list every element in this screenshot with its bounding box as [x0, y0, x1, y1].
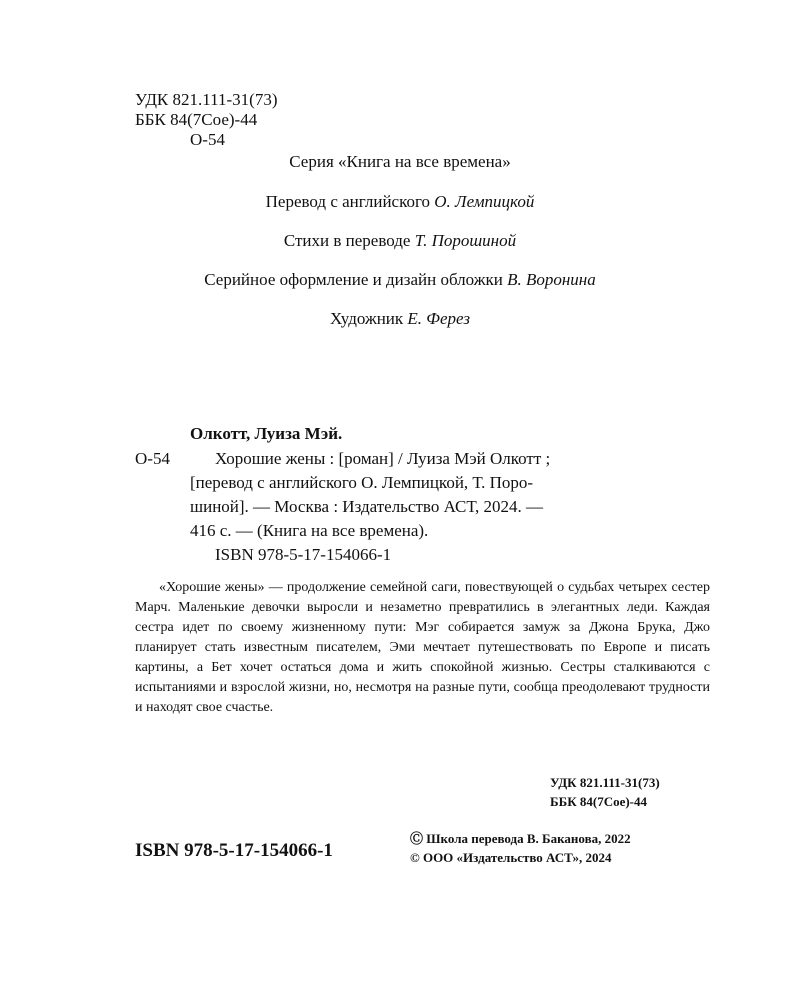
copyright-school-text: Школа перевода В. Баканова, 2022 [426, 831, 631, 846]
footer-udk: УДК 821.111-31(73) [550, 775, 660, 790]
artist-label: Художник [330, 309, 404, 328]
series-line: Серия «Книга на все времена» [289, 152, 511, 171]
copyright-publisher: © ООО «Издательство АСТ», 2024 [410, 850, 612, 865]
copyright-mark-icon: Ⓒ [410, 831, 424, 846]
record-line-1: Хорошие жены : [роман] / Луиза Мэй Олкотт ; [215, 449, 551, 468]
record-line-3: шиной]. — Москва : Издательство АСТ, 2024. — [190, 497, 544, 516]
footer-bbk: ББК 84(7Сое)-44 [550, 794, 648, 809]
bbk-code: ББК 84(7Сое)-44 [135, 110, 258, 129]
verses-label: Стихи в переводе [283, 231, 411, 250]
record-code: О-54 [135, 449, 170, 468]
design-label: Серийное оформление и дизайн обложки [204, 270, 503, 289]
translation-label: Перевод с английского [265, 192, 431, 211]
annotation-text: «Хорошие жены» — продолжение семейной саги, повествующей о судьбах четырех сестер Марч. Маленькие девочки выросли и незаметно превратились в элегантных леди. Каждая сестра идет по своему жизненному пути: Мэг собирается замуж за Джона Брука, Джо планирует стать известным писателем, Эми мечтает путешествовать по Европе и писать картины, а Бет хочет остаться дома и жить спокойной жизнью. Сестры сталкиваются с испытаниями и взрослой жизни, но, несмотря на разные пути, сообща преодолевают трудности и находят свое счастье. [135, 580, 710, 715]
translation-credit [0, 192, 800, 212]
udk-code: УДК 821.111-31(73) [135, 90, 278, 109]
verses-translator-name: Т. Порошиной [414, 231, 517, 250]
record-line-4: 416 с. — (Книга на все времена). [190, 521, 429, 540]
record-line-2: [перевод с английского О. Лемпицкой, Т. Поро- [190, 473, 534, 492]
translator-name: О. Лемпицкой [434, 192, 535, 211]
artist-name: Е. Ферез [407, 309, 470, 328]
annotation [135, 578, 710, 718]
designer-name: В. Воронина [507, 270, 596, 289]
author-sign: О-54 [190, 130, 225, 149]
verses-credit [0, 231, 800, 251]
footer-isbn: ISBN 978-5-17-154066-1 [135, 840, 333, 861]
record-author: Олкотт, Луиза Мэй. [190, 424, 343, 443]
artist-credit [0, 309, 800, 329]
copyright-school [410, 829, 631, 848]
record-isbn: ISBN 978-5-17-154066-1 [215, 545, 392, 564]
design-credit [0, 270, 800, 290]
